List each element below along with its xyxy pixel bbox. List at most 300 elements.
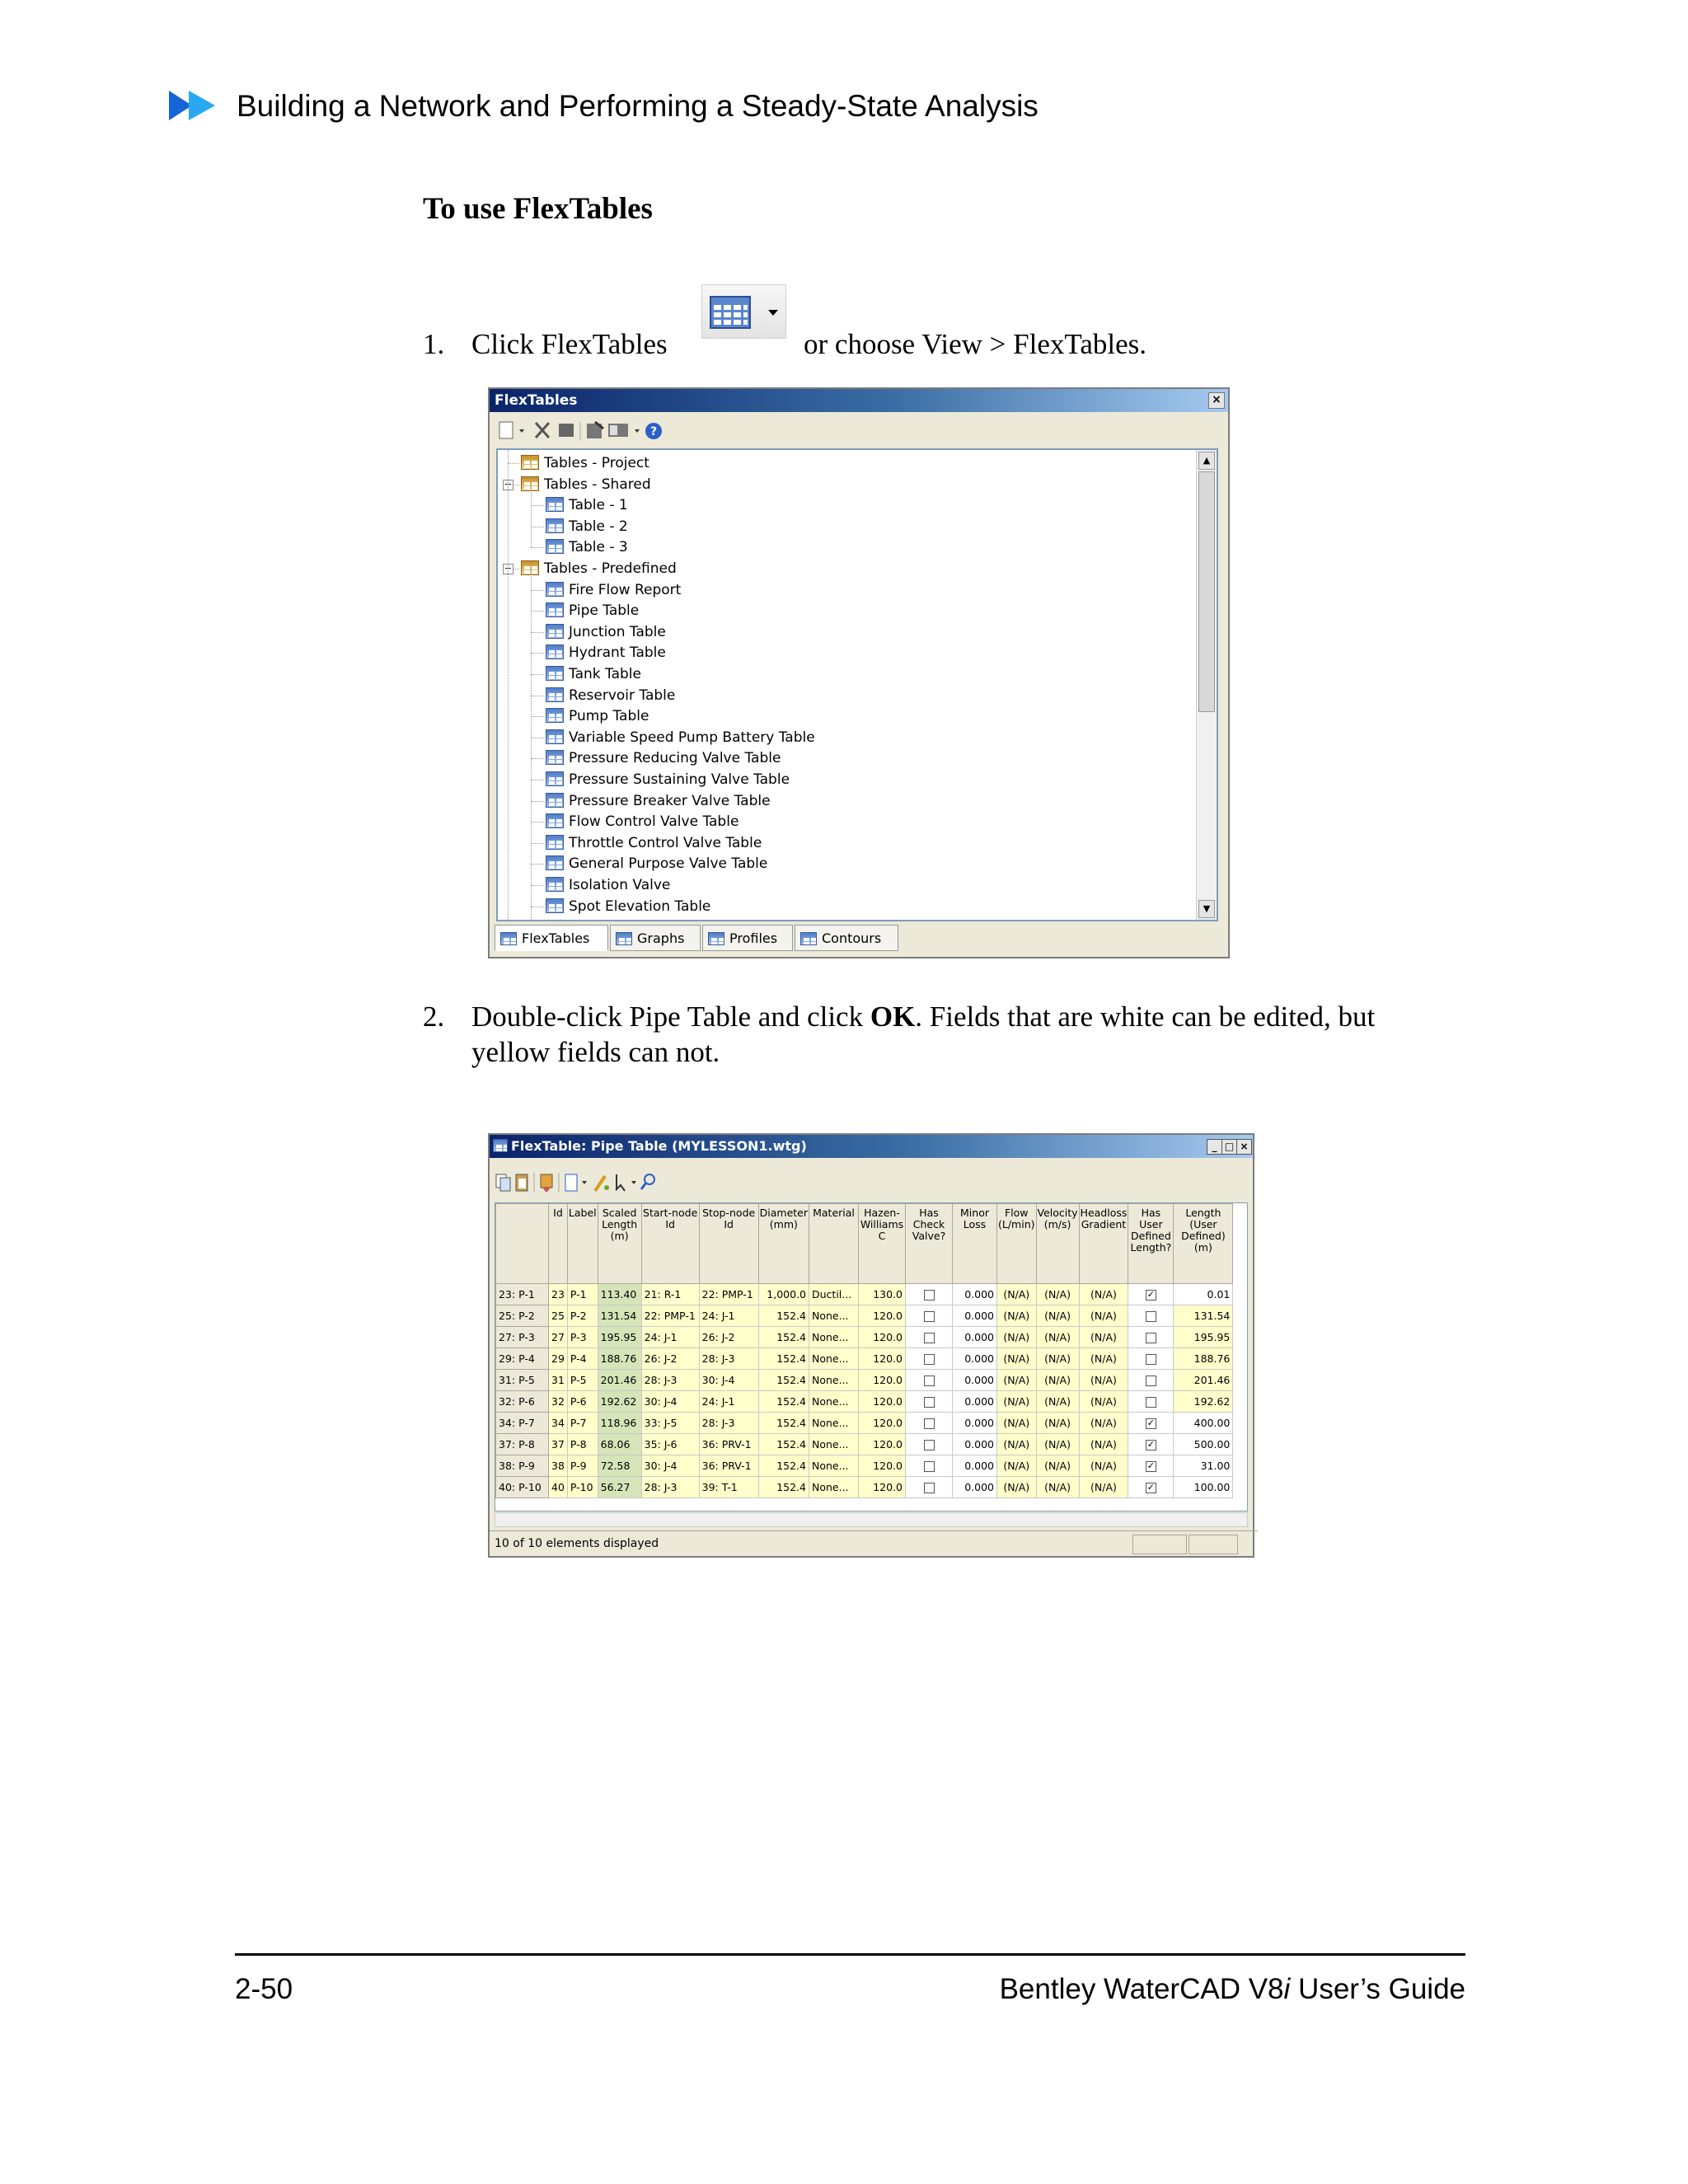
- table-cell: (N/A): [997, 1434, 1037, 1455]
- step1-text: Click FlexTables: [471, 328, 668, 360]
- column-header[interactable]: Id: [549, 1204, 568, 1284]
- window-title: FlexTable: Pipe Table (MYLESSON1.wtg): [511, 1138, 807, 1154]
- table-row[interactable]: [496, 1348, 1233, 1370]
- tables-folder-icon: [521, 455, 539, 470]
- table-cell[interactable]: 400.00: [1174, 1413, 1233, 1434]
- tree-connector: [531, 864, 544, 865]
- table-icon: [546, 877, 564, 892]
- step-number: 1.: [423, 328, 445, 360]
- table-cell: 120.0: [859, 1391, 906, 1413]
- checkbox[interactable]: [924, 1483, 935, 1493]
- table-cell: (N/A): [997, 1477, 1037, 1498]
- table-cell: 36: PRV-1: [699, 1434, 758, 1455]
- table-cell: 120.0: [859, 1327, 906, 1348]
- column-header[interactable]: Diameter (mm): [758, 1204, 809, 1284]
- tree-item[interactable]: [546, 790, 771, 812]
- table-cell: P-9: [567, 1455, 598, 1477]
- table-cell: (N/A): [1036, 1305, 1079, 1327]
- user-defined-length-checkbox[interactable]: [1128, 1370, 1174, 1391]
- row-header[interactable]: 40: P-10: [496, 1477, 549, 1498]
- table-cell: P-8: [567, 1434, 598, 1455]
- tree-connector: [531, 885, 544, 886]
- checkbox[interactable]: [924, 1418, 935, 1429]
- row-header[interactable]: 31: P-5: [496, 1370, 549, 1391]
- checkbox[interactable]: [1146, 1333, 1156, 1343]
- table-cell: 30: J-4: [699, 1370, 758, 1391]
- report-icon[interactable]: [565, 1174, 587, 1191]
- tree-item-label: Tank Table: [569, 666, 641, 682]
- guide-title-end: User’s Guide: [1290, 1973, 1465, 2005]
- table-row[interactable]: [496, 1455, 1233, 1477]
- table-cell: 68.06: [598, 1434, 641, 1455]
- tree-item[interactable]: [546, 642, 666, 663]
- table-cell: P-6: [567, 1391, 598, 1413]
- table-row[interactable]: [496, 1391, 1233, 1413]
- tree-item-label: Fire Flow Report: [569, 581, 682, 598]
- column-header[interactable]: Material: [809, 1204, 859, 1284]
- table-icon: [546, 729, 564, 744]
- table-row[interactable]: [496, 1477, 1233, 1498]
- window-title-bar: [490, 1135, 1253, 1158]
- step1-text-after: or choose View > FlexTables.: [804, 328, 1146, 360]
- column-header[interactable]: Stop-node Id: [699, 1204, 758, 1284]
- table-cell: 188.76: [1174, 1348, 1233, 1370]
- guide-title-start: Bentley WaterCAD V8: [999, 1973, 1284, 2005]
- collapse-icon[interactable]: −: [504, 478, 513, 490]
- tree-folder[interactable]: [521, 474, 651, 495]
- table-cell: 152.4: [758, 1348, 809, 1370]
- contours-icon: [800, 932, 817, 945]
- table-icon: [546, 898, 564, 913]
- tree-item-label: Pressure Sustaining Valve Table: [569, 771, 790, 788]
- tree-item-label: Flow Control Valve Table: [569, 813, 739, 831]
- checkbox[interactable]: [1146, 1354, 1156, 1365]
- table-cell: (N/A): [997, 1413, 1037, 1434]
- tables-folder-icon: [521, 560, 539, 575]
- table-cell: (N/A): [997, 1455, 1037, 1477]
- tree-connector: [531, 484, 532, 547]
- procedure-title: To use FlexTables: [423, 192, 653, 226]
- delete-icon[interactable]: [536, 423, 549, 438]
- tree-item[interactable]: [546, 621, 666, 643]
- svg-text:?: ?: [649, 425, 658, 438]
- checkbox[interactable]: ✓: [1146, 1460, 1155, 1471]
- table-cell: 23: [549, 1284, 568, 1305]
- user-defined-length-checkbox[interactable]: [1128, 1305, 1174, 1327]
- tree-item[interactable]: [546, 537, 628, 558]
- column-header[interactable]: Hazen-Williams C: [859, 1204, 906, 1284]
- table-cell: 195.95: [598, 1327, 641, 1348]
- tables-folder-icon: [521, 476, 539, 491]
- table-cell: (N/A): [1036, 1455, 1079, 1477]
- status-panel: [1132, 1535, 1187, 1554]
- tree-connector: [531, 758, 544, 759]
- table-icon: [546, 750, 564, 765]
- table-cell: P-2: [567, 1305, 598, 1327]
- maximize-button[interactable]: □: [1221, 1139, 1237, 1155]
- copy-icon[interactable]: [496, 1174, 510, 1191]
- table-cell[interactable]: 0.01: [1174, 1284, 1233, 1305]
- tree-item[interactable]: [546, 705, 649, 727]
- table-cell: 22: PMP-1: [699, 1284, 758, 1305]
- tree-item[interactable]: [546, 896, 710, 917]
- table-cell: P-4: [567, 1348, 598, 1370]
- step2-text-end: . Fields that are white can be edited, but: [915, 1001, 1376, 1033]
- tree-item-label: Pressure Breaker Valve Table: [569, 792, 771, 809]
- user-defined-length-checkbox[interactable]: [1128, 1434, 1174, 1455]
- table-row[interactable]: [496, 1413, 1233, 1434]
- table-cell: None...: [809, 1348, 859, 1370]
- check-valve-checkbox[interactable]: [906, 1305, 953, 1327]
- checkbox[interactable]: [924, 1354, 935, 1365]
- tab-profiles[interactable]: [702, 925, 793, 951]
- check-valve-checkbox[interactable]: [906, 1348, 953, 1370]
- tree-folder[interactable]: [521, 558, 677, 579]
- collapse-icon[interactable]: −: [504, 563, 513, 574]
- table-cell: 118.96: [598, 1413, 641, 1434]
- tree-item-label: Tables - Project: [544, 455, 649, 471]
- table-cell: (N/A): [997, 1348, 1037, 1370]
- rename-icon[interactable]: [559, 424, 574, 437]
- table-cell: 32: [549, 1391, 568, 1413]
- table-icon: [493, 1139, 508, 1152]
- column-header[interactable]: Flow (L/min): [997, 1204, 1037, 1284]
- check-valve-checkbox[interactable]: [906, 1284, 953, 1305]
- table-cell: 120.0: [859, 1434, 906, 1455]
- table-cell: 152.4: [758, 1434, 809, 1455]
- tab-label: Contours: [822, 930, 882, 946]
- find-icon[interactable]: [641, 1174, 654, 1189]
- table-cell: 33: J-5: [641, 1413, 699, 1434]
- table-cell: 37: [549, 1434, 568, 1455]
- table-row[interactable]: [496, 1284, 1233, 1305]
- dialog-title: FlexTables: [495, 392, 578, 409]
- checkbox[interactable]: [1146, 1397, 1156, 1408]
- select-icon[interactable]: [617, 1174, 636, 1191]
- user-defined-length-checkbox[interactable]: [1128, 1477, 1174, 1498]
- table-cell: 35: J-6: [641, 1434, 699, 1455]
- table-cell: 152.4: [758, 1370, 809, 1391]
- table-cell: None...: [809, 1413, 859, 1434]
- tree-item-label: Variable Speed Pump Battery Table: [569, 729, 815, 746]
- tree-item[interactable]: [546, 663, 641, 685]
- dialog-tabs: [495, 925, 956, 954]
- column-header[interactable]: Has Check Valve?: [906, 1204, 953, 1284]
- table-cell[interactable]: 0.000: [953, 1284, 997, 1305]
- tree-item[interactable]: [546, 874, 670, 896]
- tree-item-label: Table - 3: [569, 539, 628, 556]
- table-cell: (N/A): [997, 1391, 1037, 1413]
- table-cell[interactable]: 0.000: [953, 1477, 997, 1498]
- tree-connector: [531, 632, 544, 633]
- profiles-icon: [708, 932, 724, 945]
- checkbox[interactable]: ✓: [1146, 1482, 1155, 1493]
- checkbox[interactable]: [924, 1397, 935, 1408]
- checkbox[interactable]: [1146, 1376, 1156, 1386]
- status-bar: [490, 1530, 1258, 1556]
- flextables-tree[interactable]: [496, 448, 1218, 921]
- table-cell: 152.4: [758, 1327, 809, 1348]
- checkbox[interactable]: ✓: [1146, 1439, 1155, 1450]
- column-header[interactable]: Minor Loss: [953, 1204, 997, 1284]
- status-panel: [1189, 1535, 1238, 1554]
- table-cell: 39: T-1: [699, 1477, 758, 1498]
- row-header[interactable]: 27: P-3: [496, 1327, 549, 1348]
- table-row[interactable]: [496, 1327, 1233, 1348]
- table-row[interactable]: [496, 1305, 1233, 1327]
- table-cell: 28: J-3: [699, 1413, 758, 1434]
- checkbox[interactable]: [924, 1440, 935, 1451]
- column-header[interactable]: Has User Defined Length?: [1128, 1204, 1174, 1284]
- edit-icon[interactable]: [587, 422, 603, 438]
- table-cell: 24: J-1: [641, 1327, 699, 1348]
- scroll-up-icon[interactable]: ▲: [1198, 452, 1215, 470]
- checkbox[interactable]: [924, 1333, 935, 1343]
- column-header[interactable]: Start-node Id: [641, 1204, 699, 1284]
- tree-item-label: Reservoir Table: [569, 687, 676, 704]
- table-icon: [546, 582, 564, 597]
- tree-connector: [531, 547, 544, 548]
- column-header[interactable]: Length (User Defined) (m): [1174, 1204, 1233, 1284]
- column-header[interactable]: Headloss Gradient: [1079, 1204, 1128, 1284]
- flextables-dialog: [488, 387, 1230, 958]
- check-valve-checkbox[interactable]: [906, 1391, 953, 1413]
- checkbox[interactable]: [924, 1461, 935, 1472]
- tree-item-label: Table - 1: [569, 497, 628, 514]
- checkbox[interactable]: [924, 1311, 935, 1322]
- table-cell: (N/A): [1079, 1434, 1128, 1455]
- table-cell[interactable]: 0.000: [953, 1327, 997, 1348]
- column-header[interactable]: Scaled Length (m): [598, 1204, 641, 1284]
- table-cell: 120.0: [859, 1477, 906, 1498]
- tree-item[interactable]: [546, 516, 628, 537]
- table-cell: 26: J-2: [641, 1348, 699, 1370]
- table-cell: 131.54: [598, 1305, 641, 1327]
- user-defined-length-checkbox[interactable]: [1128, 1413, 1174, 1434]
- row-header[interactable]: 37: P-8: [496, 1434, 549, 1455]
- table-cell: 152.4: [758, 1477, 809, 1498]
- row-header[interactable]: 32: P-6: [496, 1391, 549, 1413]
- table-cell: 152.4: [758, 1305, 809, 1327]
- tree-item[interactable]: [546, 494, 628, 516]
- table-cell: P-1: [567, 1284, 598, 1305]
- guide-title-italic: i: [1283, 1973, 1291, 2005]
- table-cell[interactable]: 0.000: [953, 1348, 997, 1370]
- checkbox[interactable]: [1146, 1311, 1156, 1322]
- edit-icon[interactable]: [595, 1176, 609, 1191]
- table-cell[interactable]: 0.000: [953, 1434, 997, 1455]
- check-valve-checkbox[interactable]: [906, 1477, 953, 1498]
- table-cell: 27: [549, 1327, 568, 1348]
- table-cell: 21: R-1: [641, 1284, 699, 1305]
- table-cell: None...: [809, 1370, 859, 1391]
- paste-icon[interactable]: [516, 1174, 528, 1191]
- graphs-icon: [616, 932, 632, 945]
- dialog-toolbar: [495, 417, 742, 445]
- table-cell: 192.62: [1174, 1391, 1233, 1413]
- table-cell: (N/A): [1036, 1391, 1079, 1413]
- table-options-icon[interactable]: [608, 424, 640, 437]
- check-valve-checkbox[interactable]: [906, 1434, 953, 1455]
- table-cell: 38: [549, 1455, 568, 1477]
- table-cell: 120.0: [859, 1348, 906, 1370]
- table-cell: (N/A): [1079, 1284, 1128, 1305]
- table-cell: 120.0: [859, 1455, 906, 1477]
- table-cell: (N/A): [1036, 1434, 1079, 1455]
- tree-connector: [531, 716, 544, 717]
- table-cell: None...: [809, 1327, 859, 1348]
- tree-item[interactable]: [546, 748, 781, 769]
- table-row[interactable]: [496, 1434, 1233, 1455]
- table-cell: 195.95: [1174, 1327, 1233, 1348]
- check-valve-checkbox[interactable]: [906, 1327, 953, 1348]
- table-cell[interactable]: 0.000: [953, 1413, 997, 1434]
- table-cell[interactable]: 0.000: [953, 1370, 997, 1391]
- table-cell: 1,000.0: [758, 1284, 809, 1305]
- user-defined-length-checkbox[interactable]: [1128, 1284, 1174, 1305]
- column-header[interactable]: Label: [567, 1204, 598, 1284]
- tab-label: Profiles: [729, 930, 778, 946]
- tree-item-label: Tables - Predefined: [544, 560, 677, 577]
- tab-graphs[interactable]: [610, 925, 701, 951]
- pipe-table-grid[interactable]: [495, 1202, 1248, 1511]
- tree-connector: [508, 463, 519, 464]
- table-cell[interactable]: 500.00: [1174, 1434, 1233, 1455]
- table-cell: Ductil...: [809, 1284, 859, 1305]
- tree-connector: [531, 590, 544, 591]
- table-cell: 28: J-3: [699, 1348, 758, 1370]
- close-button[interactable]: ×: [1208, 392, 1225, 409]
- table-cell: 120.0: [859, 1413, 906, 1434]
- column-header[interactable]: Velocity (m/s): [1036, 1204, 1079, 1284]
- row-header[interactable]: 34: P-7: [496, 1413, 549, 1434]
- table-icon: [546, 624, 564, 639]
- double-arrow-icon: [169, 89, 222, 122]
- row-header[interactable]: 23: P-1: [496, 1284, 549, 1305]
- table-cell: 36: PRV-1: [699, 1455, 758, 1477]
- table-cell[interactable]: 0.000: [953, 1391, 997, 1413]
- tree-item[interactable]: [546, 769, 790, 790]
- running-header: Building a Network and Performing a Steady-State Analysis: [237, 89, 1039, 123]
- row-header[interactable]: 29: P-4: [496, 1348, 549, 1370]
- help-icon[interactable]: [645, 423, 662, 439]
- table-cell: (N/A): [1036, 1477, 1079, 1498]
- tree-item[interactable]: [546, 727, 815, 748]
- table-cell: 188.76: [598, 1348, 641, 1370]
- table-cell: (N/A): [1036, 1348, 1079, 1370]
- table-cell: (N/A): [1079, 1477, 1128, 1498]
- page-number: 2-50: [235, 1973, 293, 2005]
- dialog-title-bar: [490, 389, 1228, 412]
- tree-connector: [531, 674, 544, 675]
- step2-text: [471, 1001, 1375, 1033]
- table-cell: None...: [809, 1391, 859, 1413]
- table-icon: [546, 793, 564, 808]
- flextables-toolbar-icon[interactable]: [701, 284, 786, 339]
- horizontal-scrollbar[interactable]: [495, 1512, 1248, 1527]
- tree-item-label: Pipe Table: [569, 602, 640, 620]
- checkbox[interactable]: [924, 1290, 935, 1301]
- table-cell: (N/A): [1079, 1348, 1128, 1370]
- user-defined-length-checkbox[interactable]: [1128, 1455, 1174, 1477]
- check-valve-checkbox[interactable]: [906, 1370, 953, 1391]
- tree-connector: [531, 505, 544, 506]
- tree-item-label: Spot Elevation Table: [569, 898, 711, 915]
- table-cell: 120.0: [859, 1305, 906, 1327]
- tree-item[interactable]: [546, 600, 639, 621]
- table-cell: (N/A): [1036, 1284, 1079, 1305]
- table-cell: 152.4: [758, 1391, 809, 1413]
- tree-item[interactable]: [546, 853, 767, 874]
- table-cell: None...: [809, 1434, 859, 1455]
- checkbox[interactable]: ✓: [1146, 1418, 1155, 1428]
- tree-connector: [508, 450, 509, 921]
- table-cell[interactable]: 31.00: [1174, 1455, 1233, 1477]
- checkbox[interactable]: ✓: [1146, 1289, 1155, 1300]
- table-icon: [546, 497, 564, 512]
- check-valve-checkbox[interactable]: [906, 1455, 953, 1477]
- table-cell: (N/A): [997, 1284, 1037, 1305]
- table-cell: 22: PMP-1: [641, 1305, 699, 1327]
- tree-scrollbar[interactable]: [1196, 450, 1217, 920]
- guide-title: [1000, 1973, 1465, 2006]
- table-cell: 28: J-3: [641, 1370, 699, 1391]
- tab-flextables[interactable]: [495, 925, 608, 951]
- table-cell[interactable]: 0.000: [953, 1455, 997, 1477]
- tree-folder[interactable]: [521, 452, 649, 474]
- new-icon[interactable]: [499, 422, 524, 438]
- tab-contours[interactable]: [795, 925, 898, 951]
- tree-connector: [531, 801, 544, 802]
- table-row[interactable]: [496, 1370, 1233, 1391]
- table-cell[interactable]: 100.00: [1174, 1477, 1233, 1498]
- table-icon: [546, 771, 564, 786]
- tree-connector: [531, 822, 544, 823]
- check-valve-checkbox[interactable]: [906, 1413, 953, 1434]
- ok-emphasis: OK: [870, 1001, 916, 1033]
- table-icon: [546, 687, 564, 702]
- column-header[interactable]: [496, 1204, 549, 1284]
- table-cell: 31: [549, 1370, 568, 1391]
- tree-item[interactable]: [546, 685, 675, 706]
- tree-item-label: Pressure Reducing Valve Table: [569, 750, 781, 767]
- table-cell: P-7: [567, 1413, 598, 1434]
- minimize-button[interactable]: _: [1207, 1139, 1222, 1155]
- user-defined-length-checkbox[interactable]: [1128, 1348, 1174, 1370]
- row-header[interactable]: 25: P-2: [496, 1305, 549, 1327]
- table-icon: [546, 835, 564, 850]
- table-icon: [546, 813, 564, 828]
- user-defined-length-checkbox[interactable]: [1128, 1391, 1174, 1413]
- table-cell: (N/A): [1079, 1413, 1128, 1434]
- scroll-thumb[interactable]: [1198, 471, 1215, 712]
- tree-item[interactable]: [546, 579, 681, 601]
- table-cell: 40: [549, 1477, 568, 1498]
- table-cell: None...: [809, 1477, 859, 1498]
- tree-item[interactable]: [546, 832, 762, 854]
- tab-label: Graphs: [637, 930, 685, 946]
- checkbox[interactable]: [924, 1376, 935, 1386]
- tree-item[interactable]: [546, 811, 738, 832]
- table-cell: (N/A): [1079, 1370, 1128, 1391]
- table-cell: (N/A): [1036, 1327, 1079, 1348]
- zoom-to-icon[interactable]: [541, 1174, 552, 1193]
- close-button[interactable]: ×: [1236, 1139, 1252, 1155]
- user-defined-length-checkbox[interactable]: [1128, 1327, 1174, 1348]
- table-cell[interactable]: 0.000: [953, 1305, 997, 1327]
- row-header[interactable]: 38: P-9: [496, 1455, 549, 1477]
- scroll-down-icon[interactable]: ▼: [1198, 900, 1215, 918]
